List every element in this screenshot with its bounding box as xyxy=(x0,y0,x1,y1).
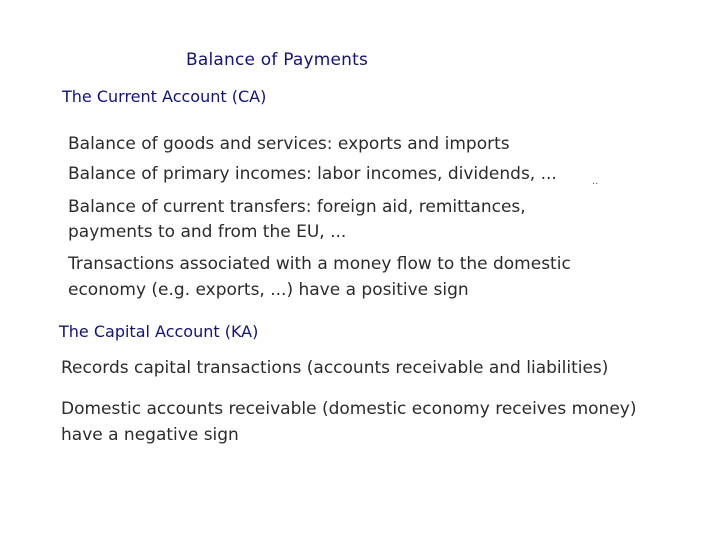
ca-line-positive-sign: Transactions associated with a money flow to the domestic xyxy=(68,254,571,274)
ca-line-current-transfers-cont: payments to and from the EU, ... xyxy=(68,222,347,242)
slide-title: Balance of Payments xyxy=(186,50,369,70)
ka-line-negative-sign: have a negative sign xyxy=(61,425,239,445)
capital-account-heading: The Capital Account (KA) xyxy=(59,322,259,341)
ka-line-records: Records capital transactions (accounts receivable and liabilities) xyxy=(61,358,609,378)
ka-line-receivable: Domestic accounts receivable (domestic economy receives money) xyxy=(61,399,637,419)
ca-line-current-transfers: Balance of current transfers: foreign aid, remittances, xyxy=(68,197,526,217)
ca-line-primary-incomes: Balance of primary incomes: labor incomes, dividends, ... xyxy=(68,164,557,184)
current-account-heading: The Current Account (CA) xyxy=(62,87,267,106)
ca-line-positive-sign-cont: economy (e.g. exports, ...) have a positive sign xyxy=(68,280,469,300)
ca-line-goods-services: Balance of goods and services: exports and imports xyxy=(68,134,510,154)
stray-dots: .. xyxy=(592,176,599,187)
